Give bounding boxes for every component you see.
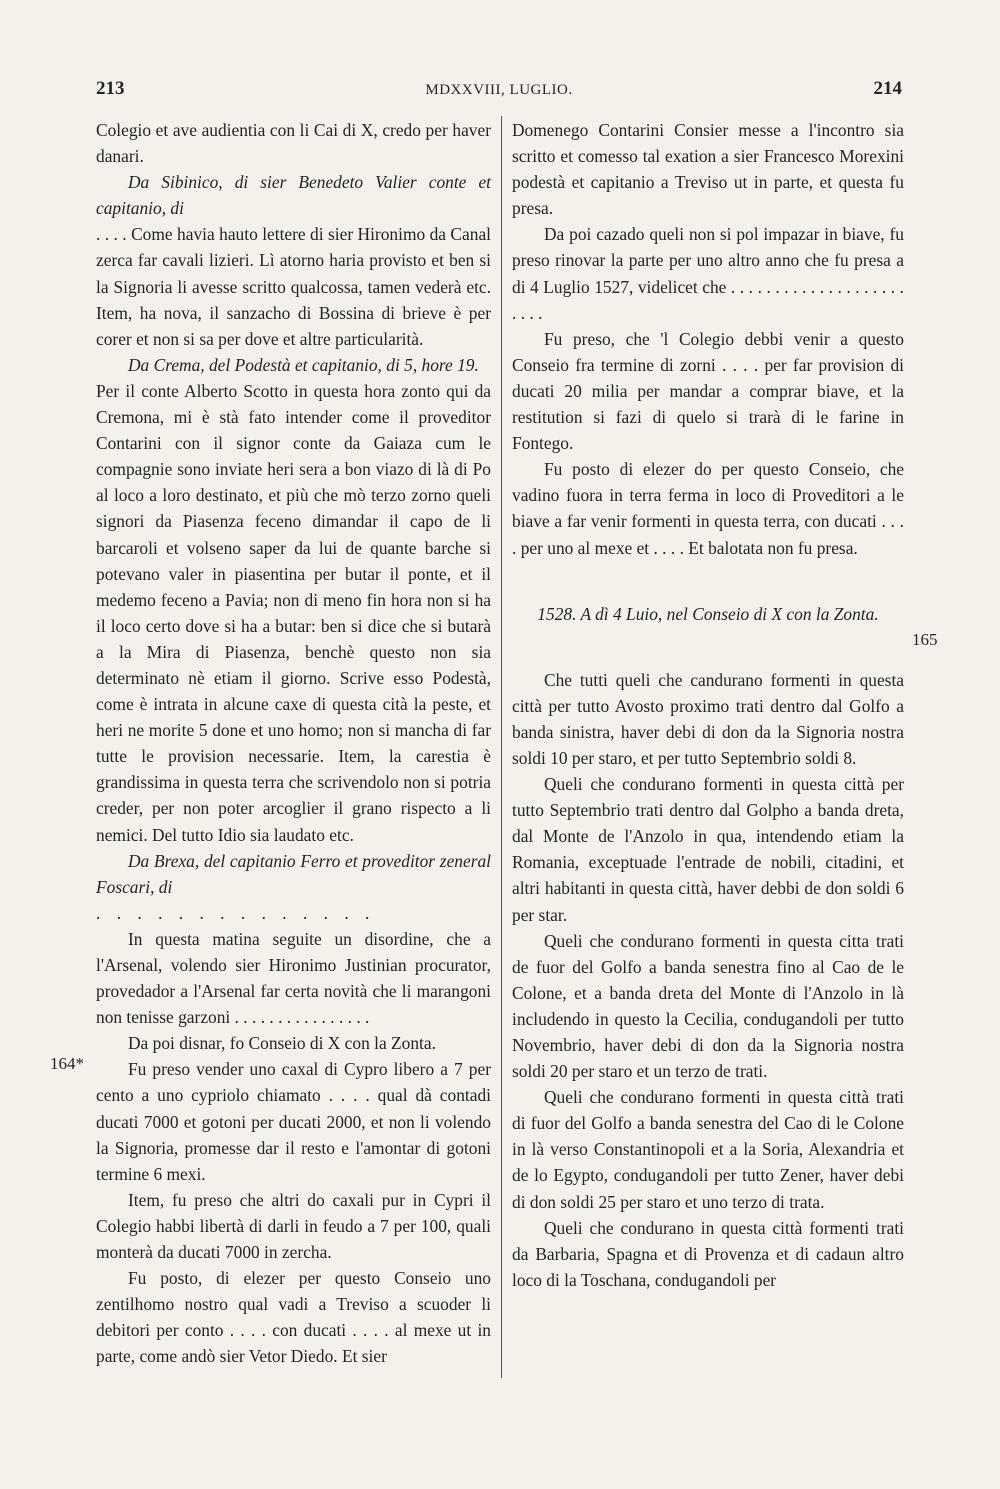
- paragraph: Queli che condurano in questa città formenti trati da Barbaria, Spagna et di Provenza et di cadaun altro loco di la Toschana, condugandoli per: [512, 1217, 904, 1290]
- left-column: [96, 117, 491, 1370]
- ellipsis-line: . . . . . . . . . . . . . .: [96, 902, 376, 923]
- right-column: [512, 117, 904, 1293]
- paragraph: Che tutti queli che candurano formenti in questa città per tutto Avosto proximo trati dentro dal Golfo a banda sinistra, haver debi di don da la Signoria nostra soldi 10 per staro, et per tutto Septembrio soldi 8.: [512, 669, 904, 768]
- page-number-left: 213: [96, 78, 125, 99]
- paragraph: Da poi cazado queli non si pol impazar in biave, fu preso rinovar la parte per uno altro anno che fu presa a di 4 Luglio 1527, videlicet che . . . . . . . . . . . . . . . . . . . . . . . .: [512, 224, 904, 323]
- dispatch-heading: Da Sibinico, di sier Benedeto Valier conte et capitanio, di: [96, 172, 491, 219]
- paragraph: Fu preso, che 'l Colegio debbi venir a questo Conseio fra termine di zorni . . . . per far provision di ducati 20 milia per mandar a comprar biave, et la restitution si fazi di quelo si trarà di le farine in Fontego.: [512, 328, 904, 454]
- section-gap: [512, 627, 904, 667]
- paragraph: Queli che condurano formenti in questa citta trati de fuor del Golfo a banda senestra fino al Cao de le Colone, et a banda dreta del Monte di l'Anzolo in là includendo in questo la Cecilia, condugandoli per tutto Novembrio, haver debi di don da la Signoria nostra soldi 20 per staro et un terzo de trati.: [512, 930, 904, 1082]
- running-title: MDXXVIII, LUGLIO.: [425, 82, 573, 98]
- paragraph: Queli che condurano formenti in questa città trati di fuor del Golfo a banda senestra del Cao di le Colone in là verso Constantinopoli et a la Soria, Alexandria et de lo Egypto, condugandoli per tutto Zener, haver debi di don soldi 25 per staro et uno terzo di trata.: [512, 1087, 904, 1212]
- paragraph: Item, fu preso che altri do caxali pur in Cypri il Colegio habbi libertà di darli in feudo a 7 per 100, quali monterà da ducati 7000 in zercha.: [96, 1189, 491, 1263]
- paragraph: In questa matina seguite un disordine, che a l'Arsenal, volendo sier Hironimo Justinian procurator, provedador a l'Arsenal far certa novità che li marangoni non tenisse garzoni . . . . . . . . . . . . . . . .: [96, 928, 491, 1028]
- paragraph: Da poi disnar, fo Conseio di X con la Zonta.: [128, 1033, 436, 1054]
- paragraph: Domenego Contarini Consier messe a l'incontro sia scritto et comesso tal exation a sier Francesco Morexini podestà et capitanio a Treviso ut in parte, et questa fu presa.: [512, 120, 904, 219]
- column-divider: [501, 116, 502, 1378]
- paragraph: Queli che condurano formenti in questa città per tutto Septembrio trati dentro dal Golpho a banda dreta, dal Monte de l'Anzolo in qua, intendendo etiam la Romania, exceptuade l'entrade de nobili, citadini, et altri habitanti in questa città, haver debbi de don soldi 6 per star.: [512, 774, 904, 925]
- margin-note-right: 165: [912, 630, 938, 649]
- paragraph: Fu posto, di elezer per questo Conseio uno zentilhomo nostro qual vadi a Treviso a scuoder li debitori per conto . . . . con ducati . . . . al mexe ut in parte, come andò sier Vetor Diedo. Et sier: [96, 1268, 491, 1367]
- dispatch-heading: Da Brexa, del capitanio Ferro et proveditor zeneral Foscari, di: [96, 850, 491, 897]
- paragraph: Per il conte Alberto Scotto in questa hora zonto qui da Cremona, mi è stà fato intender come il proveditor Contarini con il signor conte da Gaiaza cum le compagnie sono inviate heri sera a bon viazo di là di Po al loco a loro destinato, et più che mò terzo zorno queli signori da Piasenza feceno dimandar il capo de li barcaroli et volseno saper da lui de quante barche si potevano valer in piasentina per butar il ponte, et il medemo feceno a Pavia; non di meno fin hora non si ha il loco certo dove si ha a butar: ben si dice che si butarà a la Mira di Piasenza, benchè questo non sia determinato nè etiam il giorno. Scrive esso Podestà, come è intrata in alcune caxe di questa cità la peste, et heri ne morite 5 done et uno homo; non si mancha di far tutte le provision necessarie. Item, la carestia è grandissima in questa terra che scrivendolo non si potria creder, per non poter arcoglier il grano rispecto a li nemici. Del tutto Idio sia laudato etc.: [96, 380, 491, 845]
- paragraph: . . . . Come havia hauto lettere di sier Hironimo da Canal zerca far cavali lizieri. Lì atorno haria provisto et ben si la Signoria li avesse scritto qualcossa, tamen vederà etc. Item, ha nova, il sanzacho di Bossina di brieve è per corer et non si sa per dove et altre particularità.: [96, 224, 491, 349]
- section-heading: 1528. A dì 4 Luio, nel Conseio di X con la Zonta.: [537, 603, 879, 624]
- paragraph: Fu posto di elezer do per questo Conseio, che vadino fuora in terra ferma in loco di Proveditori a le biave a far venir formenti in questa terra, con ducati . . . . per uno al mexe et . . . . Et balotata non fu presa.: [512, 459, 904, 558]
- margin-note-left: 164*: [50, 1054, 84, 1073]
- page-number-right: 214: [873, 78, 902, 99]
- section-gap: [512, 561, 904, 601]
- dispatch-heading: Da Crema, del Podestà et capitanio, di 5, hore 19.: [128, 354, 479, 375]
- page-header: [96, 78, 902, 108]
- paragraph: Fu preso vender uno caxal di Cypro libero a 7 per cento a uno cypriolo chiamato . . . . qual dà contadi ducati 7000 et gotoni per ducati 2000, et non li volendo la Signoria, promesse dar il resto e l'amontar di gotoni termine 6 mexi.: [96, 1059, 491, 1184]
- paragraph: Colegio et ave audientia con li Cai di X, credo per haver danari.: [96, 120, 491, 167]
